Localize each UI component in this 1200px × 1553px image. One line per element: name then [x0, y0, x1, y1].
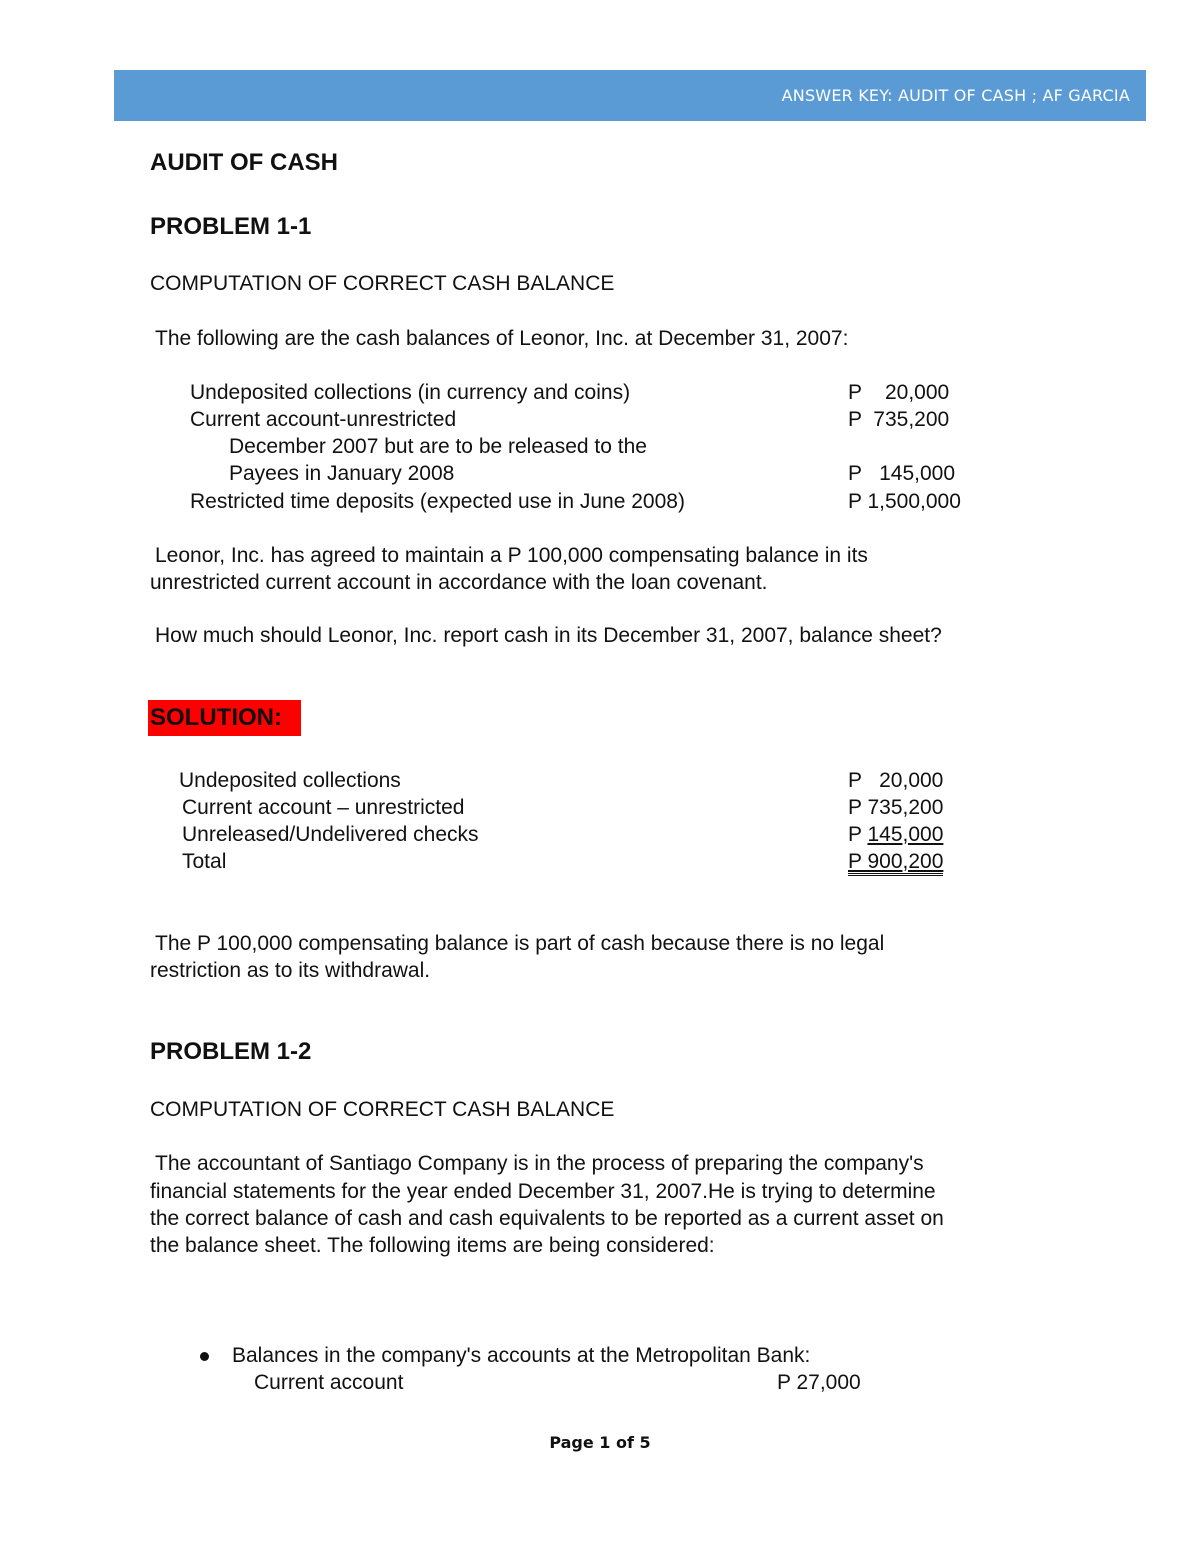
item-amount: P 20,000	[848, 381, 950, 404]
bullet-text: Balances in the company's accounts at the Metropolitan Bank:	[232, 1344, 811, 1367]
document-title: AUDIT OF CASH	[150, 149, 338, 176]
page-footer	[0, 1433, 1200, 1452]
solution-row-label: Undeposited collections	[179, 769, 401, 792]
total-value: P 900,200	[848, 850, 943, 876]
item-label: Current account-unrestricted	[190, 408, 457, 431]
header-text: ANSWER KEY: AUDIT OF CASH ; AF GARCIA	[781, 86, 1130, 105]
amount-prefix: P	[848, 823, 868, 846]
item-amount: P 735,200	[848, 408, 950, 431]
amount-value: 145,000	[867, 823, 944, 846]
solution-row-amount	[848, 821, 943, 848]
problem-1-1-subheading: COMPUTATION OF CORRECT CASH BALANCE	[150, 272, 615, 295]
problem-1-1-question: How much should Leonor, Inc. report cash in its December 31, 2007, balance sheet?	[155, 624, 942, 647]
solution-row-amount: P 20,000	[848, 769, 944, 792]
problem-1-1-intro: The following are the cash balances of Leonor, Inc. at December 31, 2007:	[155, 327, 849, 350]
item-label: Payees in January 2008	[229, 462, 455, 485]
problem-1-1-heading: PROBLEM 1-1	[150, 213, 312, 240]
solution-row-amount: P 735,200	[848, 796, 944, 819]
solution-total-amount	[848, 848, 943, 875]
bullet-icon	[200, 1352, 209, 1361]
problem-1-1-note: Leonor, Inc. has agreed to maintain a P 100,000 compensating balance in its	[155, 544, 868, 567]
solution-row-label: Unreleased/Undelivered checks	[182, 823, 479, 846]
item-label: Undeposited collections (in currency and coins)	[190, 381, 631, 404]
problem-1-1-note: unrestricted current account in accordance with the loan covenant.	[150, 571, 768, 594]
solution-total-label: Total	[182, 850, 227, 873]
solution-note: restriction as to its withdrawal.	[150, 959, 431, 982]
problem-1-2-text: the balance sheet. The following items are being considered:	[150, 1234, 715, 1257]
problem-1-2-text: The accountant of Santiago Company is in the process of preparing the company's	[155, 1152, 924, 1175]
account-amount: P 27,000	[777, 1371, 861, 1394]
item-amount: P 145,000	[848, 462, 956, 485]
solution-note: The P 100,000 compensating balance is part of cash because there is no legal	[155, 932, 885, 955]
page-number: Page 1 of 5	[549, 1433, 651, 1452]
solution-row-label: Current account – unrestricted	[182, 796, 465, 819]
problem-1-2-text: the correct balance of cash and cash equivalents to be reported as a current asset on	[150, 1207, 944, 1230]
item-label: Restricted time deposits (expected use in June 2008)	[190, 490, 685, 513]
problem-1-2-subheading: COMPUTATION OF CORRECT CASH BALANCE	[150, 1098, 615, 1121]
problem-1-2-text: financial statements for the year ended December 31, 2007.He is trying to determine	[150, 1180, 936, 1203]
account-label: Current account	[254, 1371, 404, 1394]
solution-label: SOLUTION:	[148, 700, 301, 736]
problem-1-2-heading: PROBLEM 1-2	[150, 1038, 312, 1065]
item-label: December 2007 but are to be released to the	[229, 435, 647, 458]
item-amount: P 1,500,000	[848, 490, 961, 513]
header-bar	[114, 70, 1146, 121]
